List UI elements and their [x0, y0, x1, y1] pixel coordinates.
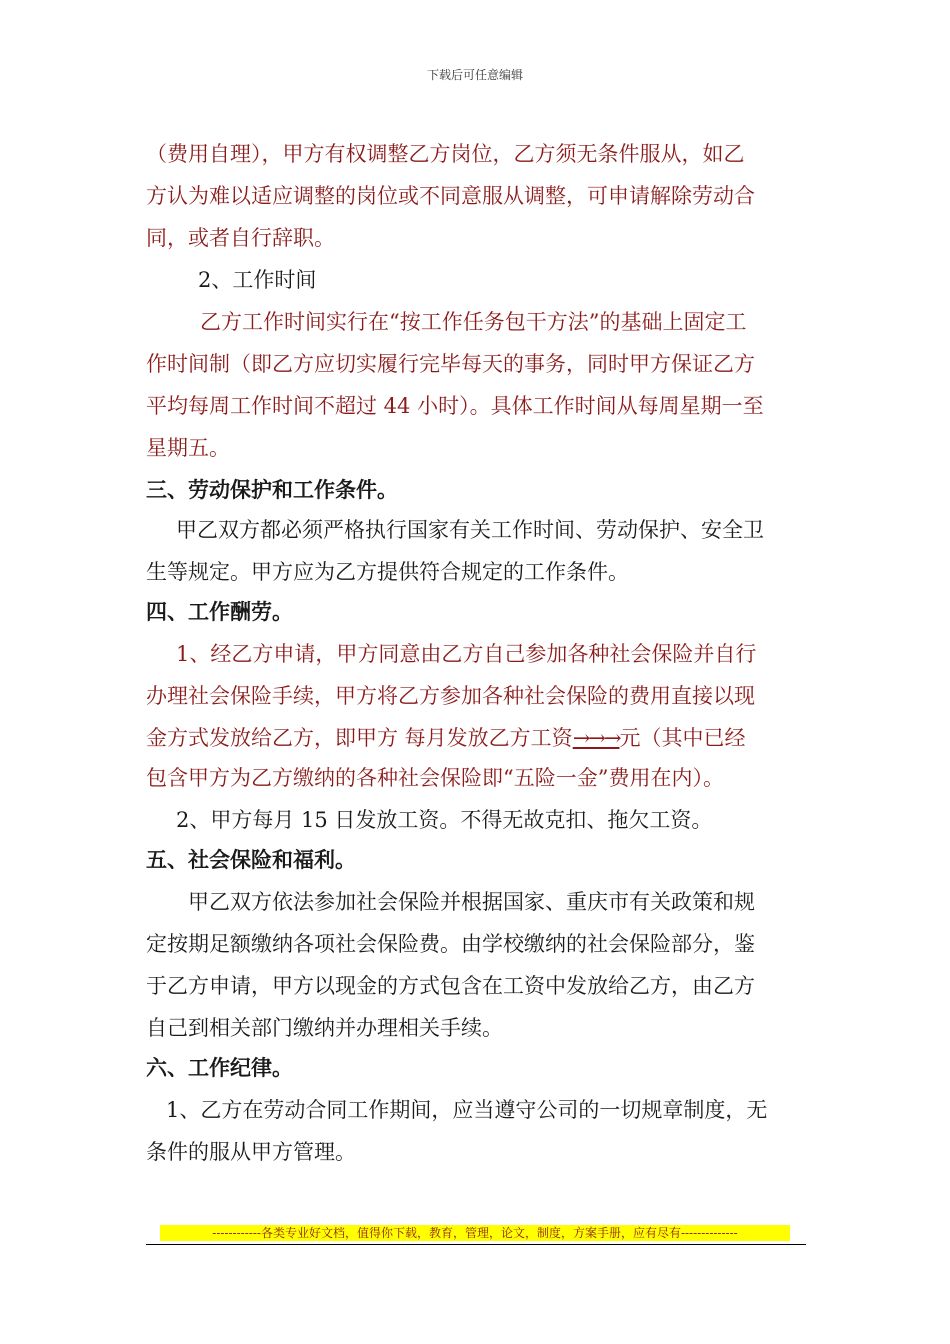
paragraph-line: 方认为难以适应调整的岗位或不同意服从调整，可申请解除劳动合 [146, 184, 755, 208]
paragraph-line: 星期五。 [146, 436, 230, 460]
footer-divider [146, 1244, 806, 1245]
page-header: 下载后可任意编辑 [426, 68, 523, 82]
paragraph-line: 甲乙双方依法参加社会保险并根据国家、重庆市有关政策和规 [188, 890, 755, 914]
paragraph-line: 办理社会保险手续，甲方将乙方参加各种社会保险的费用直接以现 [146, 684, 755, 708]
paragraph-line: 1、经乙方申请，甲方同意由乙方自己参加各种社会保险并自行 [176, 642, 757, 666]
paragraph-line: 平均每周工作时间不超过 44 小时）。具体工作时间从每周星期一至 [146, 394, 764, 418]
paragraph-line: 自己到相关部门缴纳并办理相关手续。 [146, 1016, 503, 1040]
paragraph-line: 生等规定。甲方应为乙方提供符合规定的工作条件。 [146, 560, 629, 584]
subsection-heading: 2、工作时间 [198, 268, 317, 292]
paragraph-line: 2、甲方每月 15 日发放工资。不得无故克扣、拖欠工资。 [176, 808, 713, 832]
footer-banner: ------------各类专业好文档，值得你下载，教育，管理，论文，制度，方案手册，应有尽有-------------- [160, 1225, 790, 1241]
paragraph-line [146, 724, 745, 752]
section-heading: 四、工作酬劳。 [146, 599, 293, 624]
paragraph-line: 同，或者自行辞职。 [146, 226, 335, 250]
salary-text: 金方式发放给乙方，即甲方 每月发放乙方工资 [146, 726, 573, 750]
paragraph-line: 定按期足额缴纳各项社会保险费。由学校缴纳的社会保险部分，鉴 [146, 932, 755, 956]
salary-blank: →→→ [572, 726, 620, 750]
paragraph-line: 1、乙方在劳动合同工作期间，应当遵守公司的一切规章制度，无 [166, 1098, 768, 1122]
paragraph-line: （费用自理），甲方有权调整乙方岗位，乙方须无条件服从，如乙 [146, 142, 745, 166]
salary-text-end: 元（其中已经 [619, 726, 746, 750]
paragraph-line: 乙方工作时间实行在“按工作任务包干方法”的基础上固定工 [200, 310, 747, 334]
section-heading: 六、工作纪律。 [146, 1055, 293, 1080]
paragraph-line: 条件的服从甲方管理。 [146, 1140, 356, 1164]
paragraph-line: 作时间制（即乙方应切实履行完毕每天的事务，同时甲方保证乙方 [146, 352, 755, 376]
paragraph-line: 包含甲方为乙方缴纳的各种社会保险即“五险一金”费用在内）。 [146, 766, 724, 790]
section-heading: 三、劳动保护和工作条件。 [146, 477, 398, 502]
paragraph-line: 甲乙双方都必须严格执行国家有关工作时间、劳动保护、安全卫 [176, 518, 764, 542]
paragraph-line: 于乙方申请，甲方以现金的方式包含在工资中发放给乙方，由乙方 [146, 974, 755, 998]
section-heading: 五、社会保险和福利。 [146, 847, 356, 872]
